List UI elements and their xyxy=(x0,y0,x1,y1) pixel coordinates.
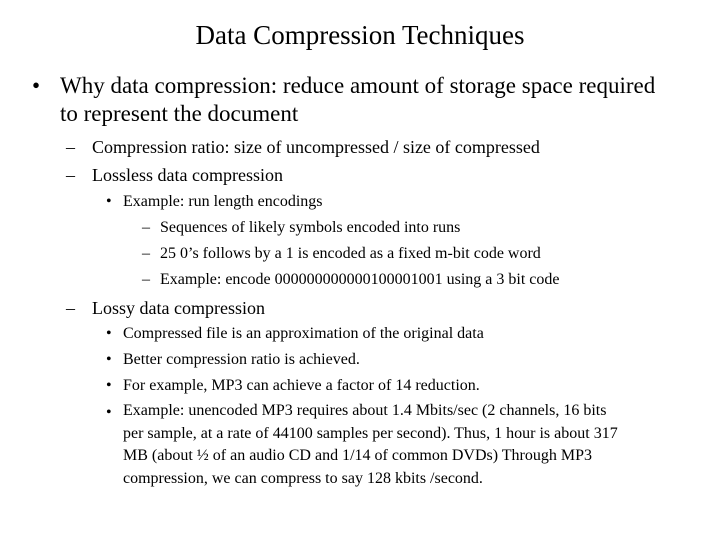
bullet-dot-icon: • xyxy=(106,351,112,368)
dash-icon: – xyxy=(142,245,150,262)
bullet-dot-icon: • xyxy=(106,404,112,421)
mp3-example-line2: per sample, at a rate of 44100 samples per second). Thus, 1 hour is about 317 xyxy=(123,424,618,442)
slide-title: Data Compression Techniques xyxy=(195,20,525,50)
sub-bullet-text: Compression ratio: size of uncompressed / size of compressed xyxy=(92,137,540,157)
bullet-text-line1: Why data compression: reduce amount of storage space required xyxy=(60,73,656,98)
sub-bullet-text: Lossy data compression xyxy=(92,298,265,318)
lossless-example xyxy=(106,189,666,215)
lossy-item xyxy=(106,347,686,373)
mp3-example-line4: compression, we can compress to say 128 kbits /second. xyxy=(123,469,483,487)
sub-bullet-compression-ratio xyxy=(66,133,666,161)
rle-item-text: 25 0’s follows by a 1 is encoded as a fixed m-bit code word xyxy=(160,245,541,262)
sub-bullet-lossy xyxy=(66,294,666,322)
lossless-example-text: Example: run length encodings xyxy=(123,193,323,210)
lossy-item-text: Better compression ratio is achieved. xyxy=(123,351,360,368)
lossy-item-text: For example, MP3 can achieve a factor of 14 reduction. xyxy=(123,377,480,394)
bullet-dot-icon: • xyxy=(106,193,112,210)
sub-bullet-lossless xyxy=(66,161,666,189)
rle-item xyxy=(142,267,682,293)
bullet-dot-icon: • xyxy=(106,377,112,394)
mp3-example-line3: MB (about ½ of an audio CD and 1/14 of common DVDs) Through MP3 xyxy=(123,447,592,464)
dash-icon: – xyxy=(142,271,150,288)
lossy-item-mp3-example xyxy=(106,400,706,492)
dash-icon: – xyxy=(66,137,75,157)
lossy-item xyxy=(106,321,686,347)
sub-bullet-text: Lossless data compression xyxy=(92,165,283,185)
bullet-why-compression xyxy=(32,72,702,132)
mp3-example-line1: Example: unencoded MP3 requires about 1.4 Mbits/sec (2 channels, 16 bits xyxy=(123,402,607,419)
rle-item-text: Sequences of likely symbols encoded into runs xyxy=(160,219,461,236)
mp3-example-text xyxy=(123,400,703,490)
dash-icon: – xyxy=(66,298,75,318)
bullet-dot-icon: • xyxy=(32,73,41,98)
bullet-dot-icon: • xyxy=(106,325,112,342)
lossy-item xyxy=(106,373,686,399)
dash-icon: – xyxy=(66,165,75,185)
lossy-item-text: Compressed file is an approximation of the original data xyxy=(123,325,484,342)
rle-item-text: Example: encode 000000000000100001001 using a 3 bit code xyxy=(160,271,560,288)
dash-icon: – xyxy=(142,219,150,236)
rle-item xyxy=(142,215,682,241)
rle-item xyxy=(142,241,682,267)
bullet-text-line2: to represent the document xyxy=(60,101,299,126)
